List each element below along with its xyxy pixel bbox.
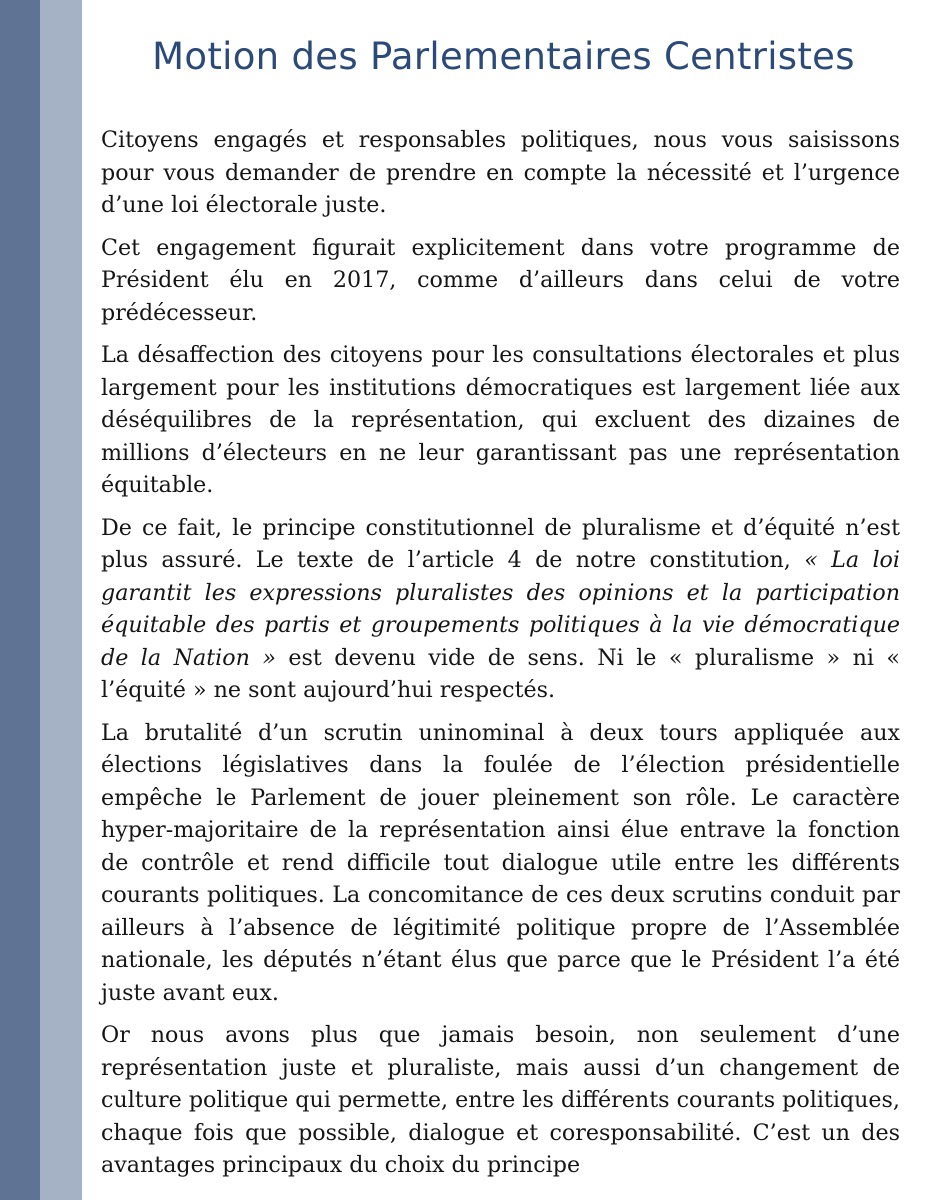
document-body — [101, 124, 900, 1192]
constitution-article-4-quote: « La loi garantit les expressions pluralistes des opinions et la participation équitable des partis et groupements politiques à la vie démocratique de la Nation » — [101, 547, 900, 671]
paragraph-4-intro: De ce fait, le principe constitutionnel de pluralisme et d’équité n’est plus assuré. Le texte de l’article 4 de notre constitution, — [101, 514, 900, 573]
paragraph-1: Citoyens engagés et responsables politiques, nous vous saisissons pour vous demander de prendre en compte la nécessité et l’urgence d’une loi électorale juste. — [101, 127, 900, 218]
left-margin-band-light — [40, 0, 82, 1200]
paragraph-3: La désaffection des citoyens pour les consultations électorales et plus largement pour les institutions démocratiques est largement liée aux déséquilibres de la représentation, qui excluent des dizaines de millions d’électeurs en ne leur garantissant pas une représentation équitable. — [101, 342, 900, 498]
paragraph-4-outro: est devenu vide de sens. Ni le « pluralisme » ni « l’équité » ne sont aujourd’hui respectés. — [101, 644, 901, 703]
document-title: Motion des Parlementaires Centristes — [152, 35, 855, 78]
left-margin-band-dark — [0, 0, 40, 1200]
paragraph-4 — [101, 512, 900, 707]
paragraph-2: Cet engagement figurait explicitement dans votre programme de Président élu en 2017, comme d’ailleurs dans celui de votre prédécesseur. — [101, 234, 900, 326]
paragraph-5: La brutalité d’un scrutin uninominal à deux tours appliquée aux élections législatives dans la foulée de l’élection présidentielle empêche le Parlement de jouer pleinement son rôle. Le caractère hyper-majoritaire de la représentation ainsi élue entrave la fonction de contrôle et rend difficile tout dialogue utile entre les différents courants politiques. La concomitance de ces deux scrutins conduit par ailleurs à l’absence de légitimité politique propre de l’Assemblée nationale, les députés n’étant élus que parce que le Président l’a été juste avant eux. — [101, 719, 900, 1006]
paragraph-6: Or nous avons plus que jamais besoin, non seulement d’une représentation juste et pluraliste, mais aussi d’un changement de culture politique qui permette, entre les différents courants politiques, chaque fois que possible, dialogue et coresponsabilité. C’est un des avantages principaux du choix du principe — [101, 1022, 900, 1178]
